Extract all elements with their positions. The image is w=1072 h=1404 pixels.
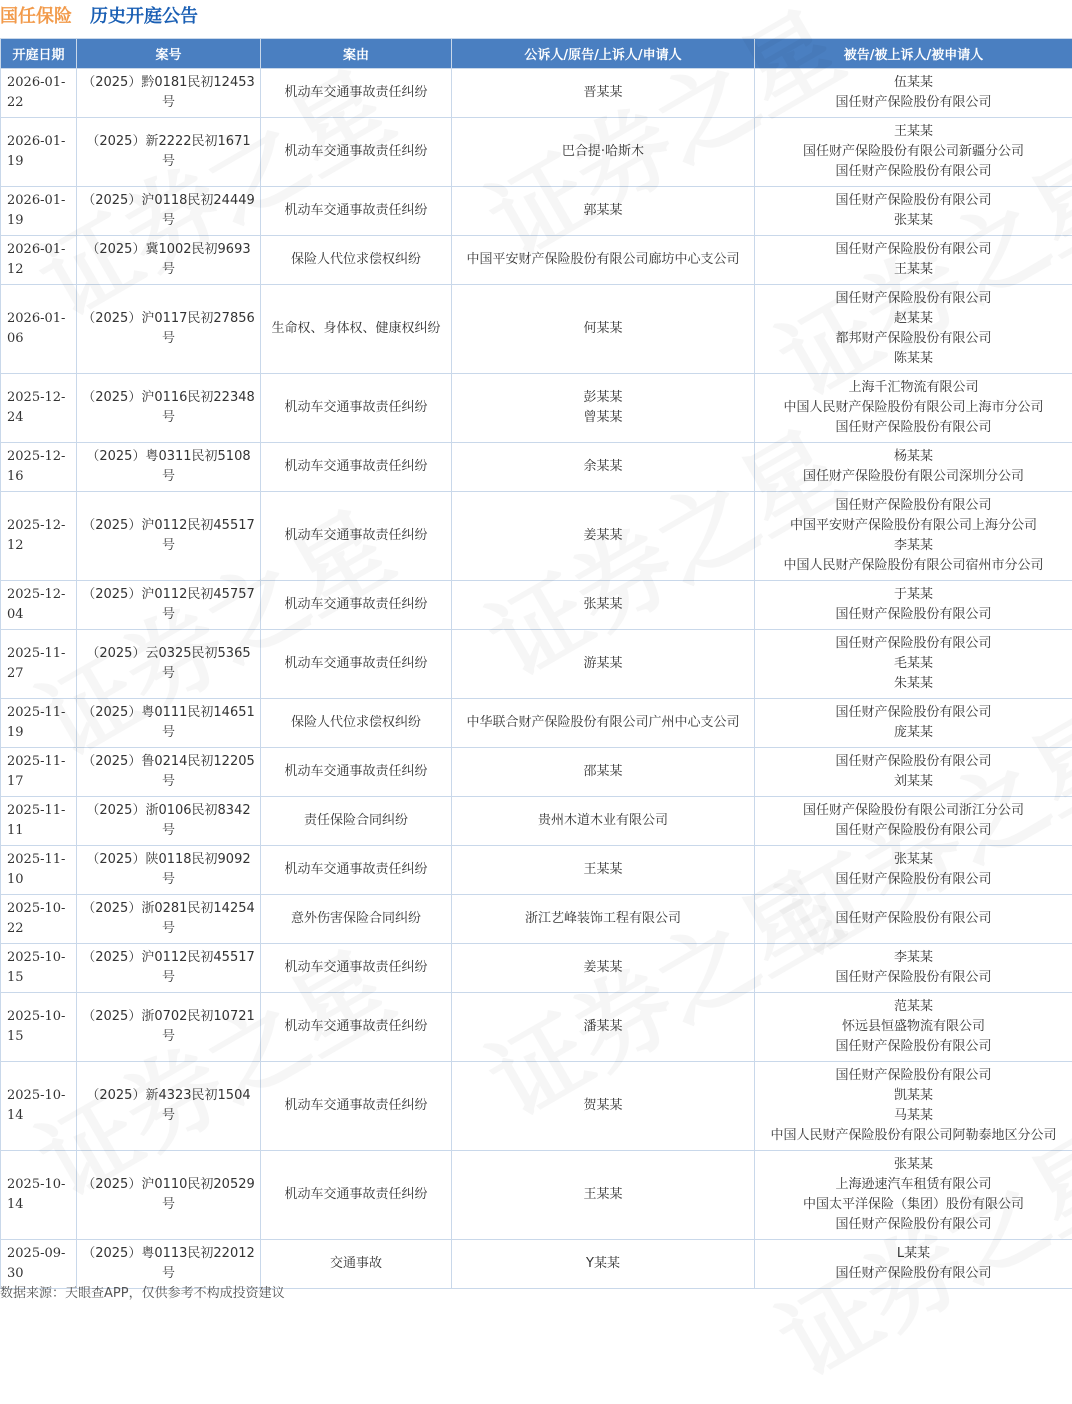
case-cause-cell: 机动车交通事故责任纠纷 (261, 748, 452, 797)
party-name: 中华联合财产保险股份有限公司广州中心支公司 (455, 713, 751, 733)
table-row (1, 581, 1072, 630)
case-number-cell: （2025）新2222民初1671号 (77, 118, 261, 187)
column-header-date: 开庭日期 (1, 39, 77, 69)
defendants-cell (755, 1062, 1072, 1151)
party-name: 晋某某 (455, 83, 751, 103)
case-number-cell: （2025）浙0702民初10721号 (77, 993, 261, 1062)
hearing-date-cell: 2025-10-14 (1, 1062, 77, 1151)
case-cause-cell: 机动车交通事故责任纠纷 (261, 846, 452, 895)
party-name: 国任财产保险股份有限公司 (758, 605, 1069, 625)
table-row (1, 699, 1072, 748)
party-name: 贵州木道木业有限公司 (455, 811, 751, 831)
defendants-cell (755, 944, 1072, 993)
party-name: 国任财产保险股份有限公司 (758, 162, 1069, 182)
party-name: 中国人民财产保险股份有限公司阿勒泰地区分公司 (758, 1126, 1069, 1146)
party-name: 中国平安财产保险股份有限公司上海分公司 (758, 516, 1069, 536)
party-name: 李某某 (758, 948, 1069, 968)
party-name: 潘某某 (455, 1017, 751, 1037)
party-name: 国任财产保险股份有限公司 (758, 968, 1069, 988)
defendants-cell (755, 492, 1072, 581)
party-name: 陈某某 (758, 349, 1069, 369)
case-number-cell: （2025）沪0112民初45517号 (77, 944, 261, 993)
table-row (1, 118, 1072, 187)
defendants-cell (755, 69, 1072, 118)
case-number-cell: （2025）沪0110民初20529号 (77, 1151, 261, 1240)
case-number-cell: （2025）粤0111民初14651号 (77, 699, 261, 748)
case-number-cell: （2025）黔0181民初12453号 (77, 69, 261, 118)
table-row (1, 797, 1072, 846)
plaintiffs-cell (452, 944, 755, 993)
table-header-row (1, 39, 1072, 69)
table-row (1, 630, 1072, 699)
plaintiffs-cell (452, 1240, 755, 1289)
party-name: 庞某某 (758, 723, 1069, 743)
table-row (1, 895, 1072, 944)
case-cause-cell: 机动车交通事故责任纠纷 (261, 187, 452, 236)
party-name: 姜某某 (455, 526, 751, 546)
party-name: 国任财产保险股份有限公司 (758, 1066, 1069, 1086)
defendants-cell (755, 1151, 1072, 1240)
plaintiffs-cell (452, 443, 755, 492)
table-row (1, 187, 1072, 236)
party-name: 张某某 (758, 1155, 1069, 1175)
plaintiffs-cell (452, 118, 755, 187)
party-name: 都邦财产保险股份有限公司 (758, 329, 1069, 349)
case-number-cell: （2025）鲁0214民初12205号 (77, 748, 261, 797)
hearing-date-cell: 2025-11-10 (1, 846, 77, 895)
case-number-cell: （2025）沪0118民初24449号 (77, 187, 261, 236)
party-name: 中国人民财产保险股份有限公司上海市分公司 (758, 398, 1069, 418)
hearing-date-cell: 2026-01-19 (1, 118, 77, 187)
party-name: 国任财产保险股份有限公司 (758, 703, 1069, 723)
hearing-date-cell: 2025-12-16 (1, 443, 77, 492)
defendants-cell (755, 630, 1072, 699)
case-cause-cell: 机动车交通事故责任纠纷 (261, 69, 452, 118)
case-cause-cell: 机动车交通事故责任纠纷 (261, 993, 452, 1062)
table-row (1, 236, 1072, 285)
column-header-case-no: 案号 (77, 39, 261, 69)
party-name: 国任财产保险股份有限公司深圳分公司 (758, 467, 1069, 487)
party-name: 余某某 (455, 457, 751, 477)
plaintiffs-cell (452, 285, 755, 374)
defendants-cell (755, 797, 1072, 846)
party-name: 凯某某 (758, 1086, 1069, 1106)
defendants-cell (755, 285, 1072, 374)
defendants-cell (755, 748, 1072, 797)
case-cause-cell: 机动车交通事故责任纠纷 (261, 944, 452, 993)
defendants-cell (755, 699, 1072, 748)
party-name: 国任财产保险股份有限公司浙江分公司 (758, 801, 1069, 821)
party-name: 国任财产保险股份有限公司 (758, 1215, 1069, 1235)
plaintiffs-cell (452, 492, 755, 581)
defendants-cell (755, 236, 1072, 285)
party-name: 国任财产保险股份有限公司 (758, 634, 1069, 654)
case-cause-cell: 机动车交通事故责任纠纷 (261, 1062, 452, 1151)
hearing-date-cell: 2025-09-30 (1, 1240, 77, 1289)
party-name: 巴合提·哈斯木 (455, 142, 751, 162)
party-name: 贺某某 (455, 1096, 751, 1116)
plaintiffs-cell (452, 374, 755, 443)
case-number-cell: （2025）沪0112民初45757号 (77, 581, 261, 630)
case-cause-cell: 责任保险合同纠纷 (261, 797, 452, 846)
party-name: 国任财产保险股份有限公司 (758, 752, 1069, 772)
party-name: 曾某某 (455, 408, 751, 428)
hearing-date-cell: 2025-12-12 (1, 492, 77, 581)
table-row (1, 944, 1072, 993)
party-name: 中国太平洋保险（集团）股份有限公司 (758, 1195, 1069, 1215)
party-name: 伍某某 (758, 73, 1069, 93)
party-name: 国任财产保险股份有限公司 (758, 240, 1069, 260)
table-row (1, 748, 1072, 797)
case-cause-cell: 机动车交通事故责任纠纷 (261, 443, 452, 492)
plaintiffs-cell (452, 1062, 755, 1151)
hearing-date-cell: 2026-01-06 (1, 285, 77, 374)
party-name: 怀远县恒盛物流有限公司 (758, 1017, 1069, 1037)
defendants-cell (755, 581, 1072, 630)
party-name: 中国平安财产保险股份有限公司廊坊中心支公司 (455, 250, 751, 270)
hearing-date-cell: 2025-10-15 (1, 944, 77, 993)
party-name: Y某某 (455, 1254, 751, 1274)
column-header-plaintiffs: 公诉人/原告/上诉人/申请人 (452, 39, 755, 69)
table-row (1, 492, 1072, 581)
party-name: 范某某 (758, 997, 1069, 1017)
case-number-cell: （2025）粤0311民初5108号 (77, 443, 261, 492)
party-name: 王某某 (758, 260, 1069, 280)
case-cause-cell: 保险人代位求偿权纠纷 (261, 699, 452, 748)
defendants-cell (755, 118, 1072, 187)
case-cause-cell: 机动车交通事故责任纠纷 (261, 1151, 452, 1240)
hearing-date-cell: 2026-01-12 (1, 236, 77, 285)
plaintiffs-cell (452, 581, 755, 630)
party-name: 朱某某 (758, 674, 1069, 694)
plaintiffs-cell (452, 630, 755, 699)
party-name: 国任财产保险股份有限公司 (758, 870, 1069, 890)
column-header-cause: 案由 (261, 39, 452, 69)
party-name: 国任财产保险股份有限公司 (758, 496, 1069, 516)
party-name: L某某 (758, 1244, 1069, 1264)
hearing-date-cell: 2025-11-27 (1, 630, 77, 699)
defendants-cell (755, 993, 1072, 1062)
party-name: 赵某某 (758, 309, 1069, 329)
party-name: 游某某 (455, 654, 751, 674)
party-name: 马某某 (758, 1106, 1069, 1126)
hearing-date-cell: 2025-12-04 (1, 581, 77, 630)
table-row (1, 69, 1072, 118)
case-cause-cell: 生命权、身体权、健康权纠纷 (261, 285, 452, 374)
case-number-cell: （2025）沪0116民初22348号 (77, 374, 261, 443)
plaintiffs-cell (452, 993, 755, 1062)
case-cause-cell: 交通事故 (261, 1240, 452, 1289)
case-number-cell: （2025）新4323民初1504号 (77, 1062, 261, 1151)
party-name: 郭某某 (455, 201, 751, 221)
party-name: 国任财产保险股份有限公司新疆分公司 (758, 142, 1069, 162)
case-cause-cell: 机动车交通事故责任纠纷 (261, 581, 452, 630)
defendants-cell (755, 846, 1072, 895)
party-name: 于某某 (758, 585, 1069, 605)
hearing-date-cell: 2025-11-11 (1, 797, 77, 846)
case-number-cell: （2025）浙0281民初14254号 (77, 895, 261, 944)
plaintiffs-cell (452, 699, 755, 748)
defendants-cell (755, 443, 1072, 492)
case-number-cell: （2025）沪0112民初45517号 (77, 492, 261, 581)
plaintiffs-cell (452, 748, 755, 797)
party-name: 彭某某 (455, 388, 751, 408)
case-cause-cell: 机动车交通事故责任纠纷 (261, 630, 452, 699)
table-row (1, 993, 1072, 1062)
hearing-date-cell: 2025-10-14 (1, 1151, 77, 1240)
hearing-date-cell: 2025-11-17 (1, 748, 77, 797)
party-name: 张某某 (758, 211, 1069, 231)
case-cause-cell: 机动车交通事故责任纠纷 (261, 374, 452, 443)
table-row (1, 285, 1072, 374)
plaintiffs-cell (452, 69, 755, 118)
party-name: 国任财产保险股份有限公司 (758, 93, 1069, 113)
defendants-cell (755, 187, 1072, 236)
case-number-cell: （2025）浙0106民初8342号 (77, 797, 261, 846)
party-name: 国任财产保险股份有限公司 (758, 821, 1069, 841)
hearing-date-cell: 2025-11-19 (1, 699, 77, 748)
case-cause-cell: 保险人代位求偿权纠纷 (261, 236, 452, 285)
defendants-cell (755, 895, 1072, 944)
case-number-cell: （2025）陕0118民初9092号 (77, 846, 261, 895)
case-cause-cell: 机动车交通事故责任纠纷 (261, 492, 452, 581)
party-name: 浙江艺峰装饰工程有限公司 (455, 909, 751, 929)
table-row (1, 846, 1072, 895)
party-name: 国任财产保险股份有限公司 (758, 1264, 1069, 1284)
brand-name: 国任保险 (0, 2, 72, 28)
party-name: 张某某 (455, 595, 751, 615)
party-name: 上海千汇物流有限公司 (758, 378, 1069, 398)
plaintiffs-cell (452, 895, 755, 944)
table-row (1, 374, 1072, 443)
hearing-date-cell: 2025-10-15 (1, 993, 77, 1062)
party-name: 国任财产保险股份有限公司 (758, 418, 1069, 438)
party-name: 国任财产保险股份有限公司 (758, 191, 1069, 211)
table-row (1, 1062, 1072, 1151)
case-cause-cell: 意外伤害保险合同纠纷 (261, 895, 452, 944)
case-cause-cell: 机动车交通事故责任纠纷 (261, 118, 452, 187)
page-header (0, 0, 1072, 30)
defendants-cell (755, 1240, 1072, 1289)
party-name: 毛某某 (758, 654, 1069, 674)
party-name: 王某某 (455, 1185, 751, 1205)
hearing-date-cell: 2026-01-22 (1, 69, 77, 118)
party-name: 上海逊速汽车租赁有限公司 (758, 1175, 1069, 1195)
plaintiffs-cell (452, 797, 755, 846)
party-name: 何某某 (455, 319, 751, 339)
party-name: 国任财产保险股份有限公司 (758, 1037, 1069, 1057)
party-name: 刘某某 (758, 772, 1069, 792)
case-number-cell: （2025）粤0113民初22012号 (77, 1240, 261, 1289)
defendants-cell (755, 374, 1072, 443)
table-row (1, 443, 1072, 492)
case-number-cell: （2025）沪0117民初27856号 (77, 285, 261, 374)
court-announcement-table (0, 38, 1072, 1289)
page-title: 历史开庭公告 (90, 2, 198, 28)
party-name: 王某某 (455, 860, 751, 880)
party-name: 杨某某 (758, 447, 1069, 467)
party-name: 中国人民财产保险股份有限公司宿州市分公司 (758, 556, 1069, 576)
party-name: 国任财产保险股份有限公司 (758, 289, 1069, 309)
party-name: 王某某 (758, 122, 1069, 142)
plaintiffs-cell (452, 1151, 755, 1240)
party-name: 李某某 (758, 536, 1069, 556)
data-source-note: 数据来源：天眼查APP，仅供参考不构成投资建议 (0, 1282, 285, 1301)
plaintiffs-cell (452, 236, 755, 285)
party-name: 邵某某 (455, 762, 751, 782)
plaintiffs-cell (452, 187, 755, 236)
table-row (1, 1151, 1072, 1240)
hearing-date-cell: 2025-12-24 (1, 374, 77, 443)
case-number-cell: （2025）冀1002民初9693号 (77, 236, 261, 285)
column-header-defendants: 被告/被上诉人/被申请人 (755, 39, 1072, 69)
party-name: 国任财产保险股份有限公司 (758, 909, 1069, 929)
party-name: 姜某某 (455, 958, 751, 978)
plaintiffs-cell (452, 846, 755, 895)
case-number-cell: （2025）云0325民初5365号 (77, 630, 261, 699)
party-name: 张某某 (758, 850, 1069, 870)
hearing-date-cell: 2026-01-19 (1, 187, 77, 236)
hearing-date-cell: 2025-10-22 (1, 895, 77, 944)
table-body (1, 69, 1072, 1289)
